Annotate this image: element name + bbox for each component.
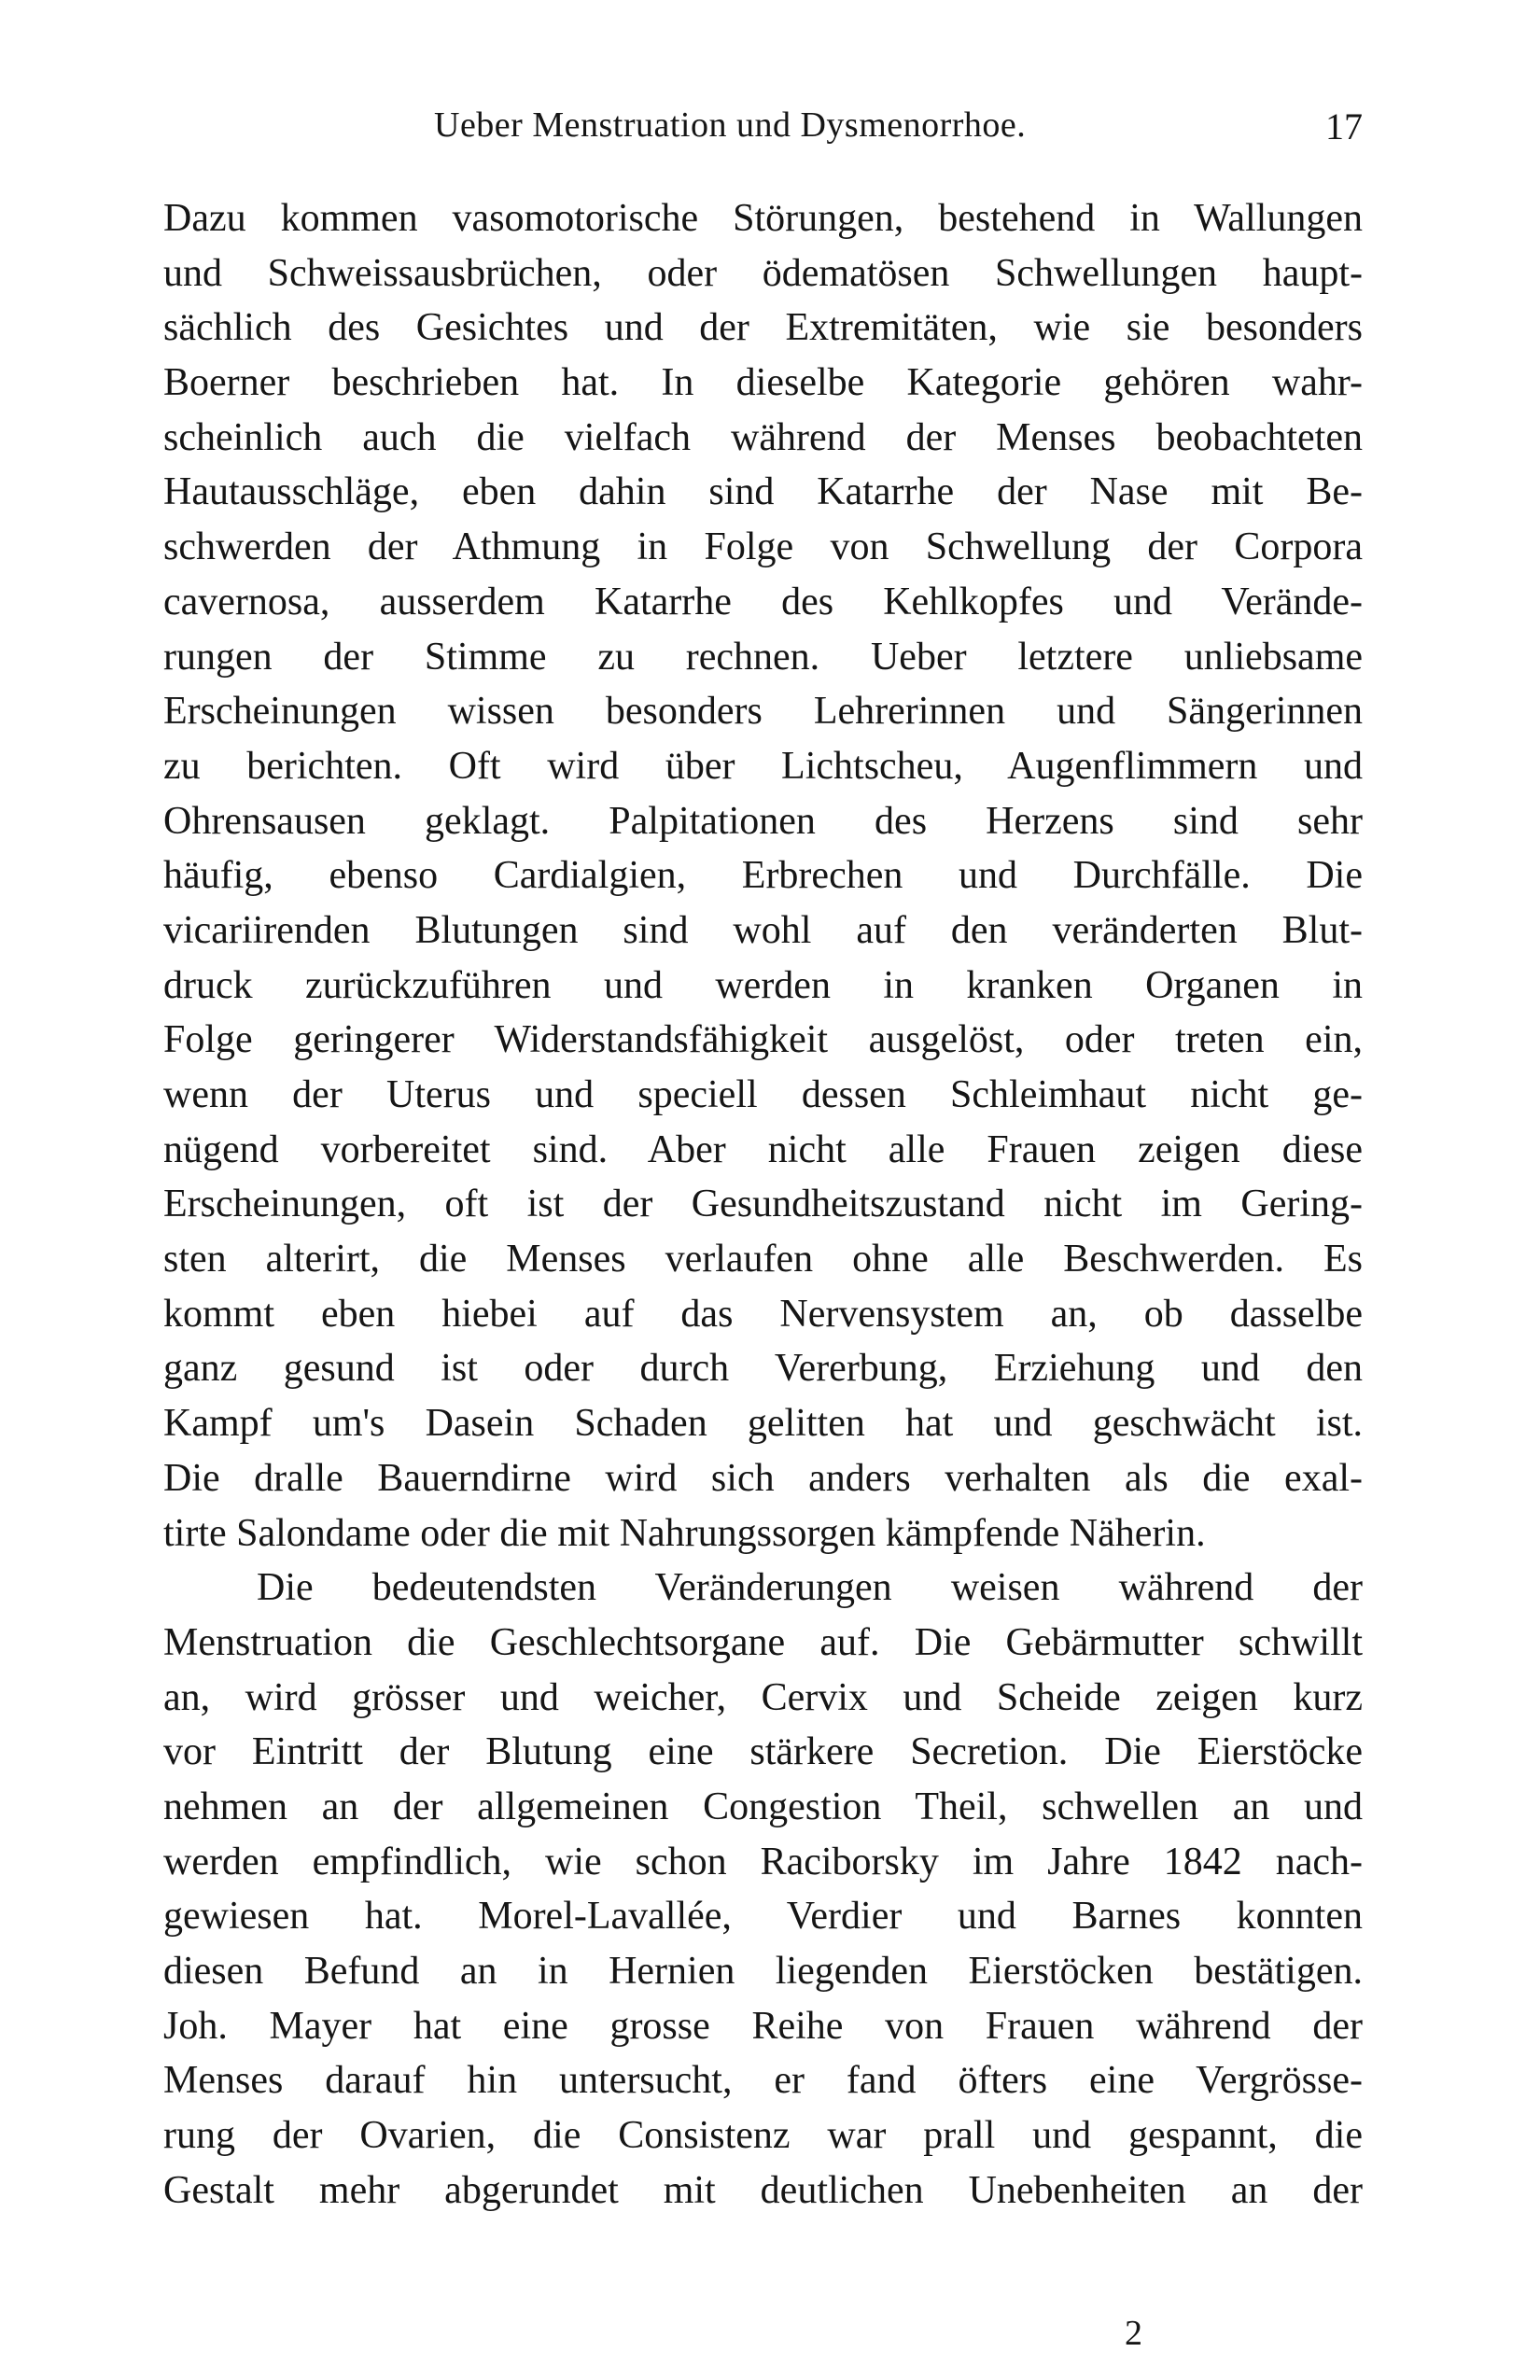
text-line: gewiesen hat. Morel-Lavallée, Verdier und Barnes konnten [163, 1895, 1363, 1939]
text-line: Dazu kommen vasomotorische Störungen, bestehend in Wallungen [163, 197, 1363, 240]
text-line: Ohrensausen geklagt. Palpitationen des Herzens sind sehr [163, 799, 1363, 843]
text-line: Menstruation die Geschlechtsorgane auf. Die Gebärmutter schwillt [163, 1620, 1363, 1664]
text-line: werden empfindlich, wie schon Raciborsky im Jahre 1842 nach- [163, 1840, 1363, 1883]
text-line: Hautausschläge, eben dahin sind Katarrhe der Nase mit Be- [163, 470, 1363, 514]
text-line: Boerner beschrieben hat. In dieselbe Kategorie gehören wahr- [163, 361, 1363, 405]
text-line: rung der Ovarien, die Consistenz war prall und gespannt, die [163, 2114, 1363, 2158]
text-line: Menses darauf hin untersucht, er fand öfters eine Vergrösse- [163, 2059, 1363, 2103]
text-line: zu berichten. Oft wird über Lichtscheu, Augenflimmern und [163, 744, 1363, 788]
text-line: Erscheinungen wissen besonders Lehrerinnen und Sängerinnen [163, 690, 1363, 734]
text-line: vor Eintritt der Blutung eine stärkere Secretion. Die Eierstöcke [163, 1730, 1363, 1774]
running-title: Ueber Menstruation und Dysmenorrhoe. [434, 105, 1027, 145]
text-line: Gestalt mehr abgerundet mit deutlichen Unebenheiten an der [163, 2168, 1363, 2212]
text-line: nügend vorbereitet sind. Aber nicht alle Frauen zeigen diese [163, 1127, 1363, 1171]
text-line: scheinlich auch die vielfach während der Menses beobachteten [163, 415, 1363, 459]
page-number: 17 [1325, 105, 1363, 147]
body-text [163, 191, 1363, 2218]
text-line: und Schweissausbrüchen, oder ödematösen Schwellungen haupt- [163, 251, 1363, 295]
text-line: an, wird grösser und weicher, Cervix und Scheide zeigen kurz [163, 1675, 1363, 1719]
text-line: druck zurückzuführen und werden in kranken Organen in [163, 963, 1363, 1007]
text-line-paragraph-start: Die bedeutendsten Veränderungen weisen während der [257, 1566, 1363, 1610]
text-line: sten alterirt, die Menses verlaufen ohne alle Beschwerden. Es [163, 1238, 1363, 1281]
text-line: Folge geringerer Widerstandsfähigkeit ausgelöst, oder treten ein, [163, 1018, 1363, 1062]
running-head [163, 105, 1363, 161]
text-line: tirte Salondame oder die mit Nahrungssorgen kämpfende Näherin. [163, 1511, 1206, 1555]
text-line: vicariirenden Blutungen sind wohl auf den veränderten Blut- [163, 908, 1363, 952]
text-line: Kampf um's Dasein Schaden gelitten hat und geschwächt ist. [163, 1402, 1363, 1446]
text-line: ganz gesund ist oder durch Vererbung, Erziehung und den [163, 1347, 1363, 1391]
text-line: häufig, ebenso Cardialgien, Erbrechen und Durchfälle. Die [163, 854, 1363, 898]
text-line: Die dralle Bauerndirne wird sich anders verhalten als die exal- [163, 1456, 1363, 1500]
text-line: rungen der Stimme zu rechnen. Ueber letztere unliebsame [163, 635, 1363, 679]
text-line: Joh. Mayer hat eine grosse Reihe von Frauen während der [163, 2004, 1363, 2048]
text-line: Erscheinungen, oft ist der Gesundheitszustand nicht im Gering- [163, 1183, 1363, 1226]
text-line: kommt eben hiebei auf das Nervensystem an, ob dasselbe [163, 1292, 1363, 1336]
text-line: cavernosa, ausserdem Katarrhe des Kehlkopfes und Verände- [163, 580, 1363, 623]
text-line: diesen Befund an in Hernien liegenden Eierstöcken bestätigen. [163, 1950, 1363, 1993]
signature-mark: 2 [1125, 2314, 1142, 2353]
text-line: schwerden der Athmung in Folge von Schwellung der Corpora [163, 525, 1363, 569]
text-line: wenn der Uterus und speciell dessen Schleimhaut nicht ge- [163, 1073, 1363, 1116]
text-line: nehmen an der allgemeinen Congestion Theil, schwellen an und [163, 1785, 1363, 1828]
text-line: sächlich des Gesichtes und der Extremitäten, wie sie besonders [163, 306, 1363, 350]
